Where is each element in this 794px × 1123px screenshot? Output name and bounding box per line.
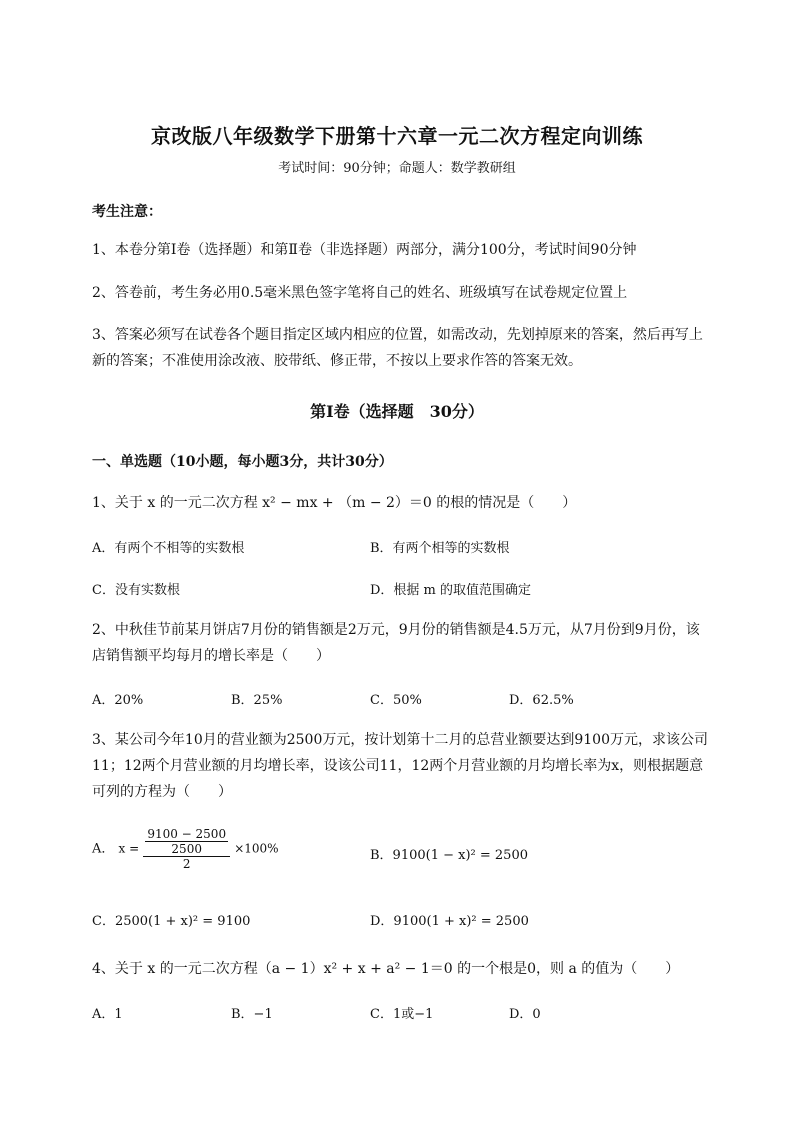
- outer-fraction: [143, 827, 230, 871]
- question-3-option-c: C．2500(1 + x)² = 9100: [92, 914, 251, 929]
- outer-numerator: [143, 827, 230, 857]
- question-3-option-a: [92, 827, 279, 871]
- question-1-option-a: A．有两个不相等的实数根: [92, 541, 245, 556]
- part-heading: 一、单选题（10小题，每小题3分，共计30分）: [92, 454, 393, 470]
- inner-fraction: [145, 827, 228, 856]
- question-3-option-b: B．9100(1 − x)² = 2500: [370, 848, 528, 863]
- question-3-option-d: D．9100(1 + x)² = 2500: [370, 914, 529, 929]
- inner-denominator: 2500: [171, 842, 202, 856]
- question-1-option-d: D．根据 m 的取值范围确定: [370, 583, 532, 598]
- question-1-option-c: C．没有实数根: [92, 583, 180, 598]
- question-4-option-c: C．1或−1: [370, 1007, 434, 1022]
- question-1-stem: 1、关于 x 的一元二次方程 x² − mx + （m − 2）＝0 的根的情况是（ ）: [92, 495, 577, 511]
- question-1-option-b: B．有两个相等的实数根: [370, 541, 510, 556]
- outer-denominator: 2: [182, 857, 191, 871]
- notice-item-1: 1、本卷分第Ⅰ卷（选择题）和第Ⅱ卷（非选择题）两部分，满分100分，考试时间90分钟: [92, 242, 637, 258]
- question-3-stem: 3、某公司今年10月的营业额为2500万元，按计划第十二月的总营业额要达到9100万元，求该公司11；12两个月营业额的月均增长率，设该公司11，12两个月营业额的月均增长率为x，则根据题意可列的方程为（ ）: [92, 732, 708, 800]
- inner-numerator: 9100 − 2500: [147, 827, 227, 841]
- formula-lhs: x =: [118, 841, 140, 856]
- notice-heading: 考生注意：: [92, 204, 162, 220]
- question-4-stem: 4、关于 x 的一元二次方程（a − 1）x² + x + a² − 1＝0 的一个根是0，则 a 的值为（ ）: [92, 961, 680, 977]
- notice-item-2: 2、答卷前，考生务必用0.5毫米黑色签字笔将自己的姓名、班级填写在试卷规定位置上: [92, 285, 628, 301]
- notice-item-3: 3、答案必须写在试卷各个题目指定区域内相应的位置，如需改动，先划掉原来的答案，然后再写上新的答案；不准使用涂改液、胶带纸、修正带，不按以上要求作答的答案无效。: [92, 327, 703, 369]
- question-4-option-a: A．1: [92, 1007, 123, 1022]
- question-4-option-b: B．−1: [231, 1007, 273, 1022]
- question-2-option-a: A．20%: [92, 693, 144, 708]
- question-2-option-c: C．50%: [370, 693, 422, 708]
- exam-subtitle: 考试时间：90分钟；命题人：数学教研组: [278, 161, 516, 176]
- question-2-option-b: B．25%: [231, 693, 283, 708]
- exam-title: 京改版八年级数学下册第十六章一元二次方程定向训练: [151, 124, 643, 148]
- formula-suffix: ×100%: [234, 841, 279, 856]
- section-title: 第Ⅰ卷（选择题 30分）: [310, 402, 484, 421]
- question-2-stem: 2、中秋佳节前某月饼店7月份的销售额是2万元，9月份的销售额是4.5万元，从7月份到9月份，该店销售额平均每月的增长率是（ ）: [92, 622, 700, 664]
- question-2-option-d: D．62.5%: [509, 693, 574, 708]
- option-a-label: A．: [92, 841, 115, 857]
- question-4-option-d: D．0: [509, 1007, 541, 1022]
